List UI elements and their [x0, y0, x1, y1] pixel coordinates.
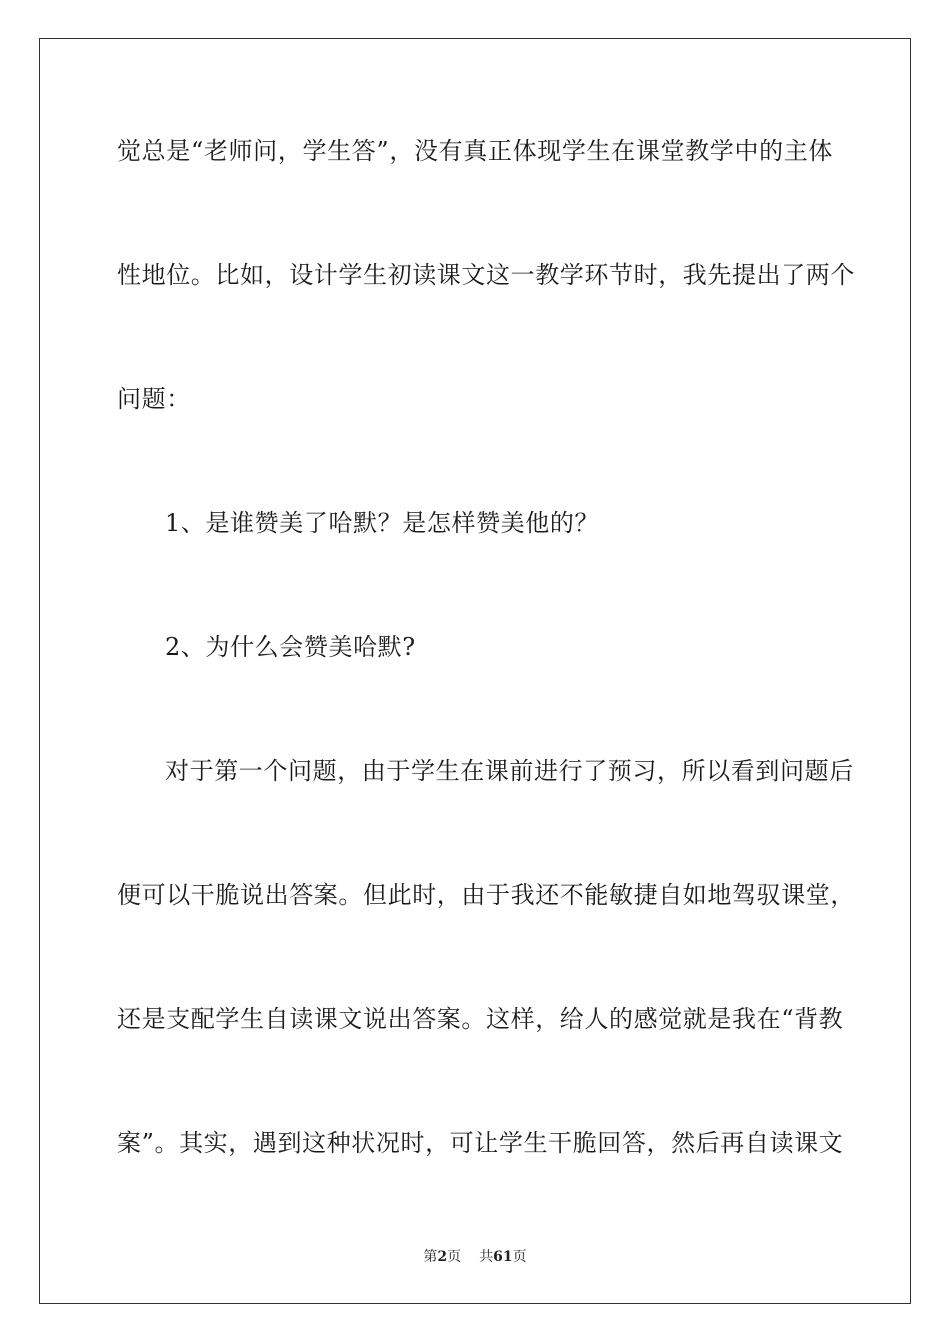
- text-line-2: 性地位。比如，设计学生初读课文这一教学环节时，我先提出了两个: [117, 261, 855, 289]
- question-2: 2、为什么会赞美哈默?: [165, 633, 416, 661]
- page-border: [39, 38, 911, 1304]
- total-suffix: 页: [512, 1249, 527, 1265]
- total-prefix: 共: [479, 1249, 494, 1265]
- page-prefix: 第: [423, 1249, 438, 1265]
- text-line-1: 觉总是“老师问，学生答”，没有真正体现学生在课堂教学中的主体: [117, 137, 833, 165]
- total-pages: 61: [493, 1249, 513, 1265]
- page-number: 2: [437, 1249, 448, 1265]
- page-footer: [0, 1248, 950, 1266]
- text-line-7: 便可以干脆说出答案。但此时，由于我还不能敏捷自如地驾驭课堂，: [117, 881, 855, 909]
- text-line-9: 案”。其实，遇到这种状况时，可让学生干脆回答，然后再自读课文: [117, 1129, 844, 1157]
- text-line-3: 问题：: [117, 385, 191, 413]
- question-1: 1、是谁赞美了哈默？是怎样赞美他的？: [165, 509, 600, 537]
- text-line-6: 对于第一个问题，由于学生在课前进行了预习，所以看到问题后: [165, 757, 854, 785]
- page-suffix: 页: [447, 1249, 462, 1265]
- text-line-8: 还是支配学生自读课文说出答案。这样，给人的感觉就是我在“背教: [117, 1005, 844, 1033]
